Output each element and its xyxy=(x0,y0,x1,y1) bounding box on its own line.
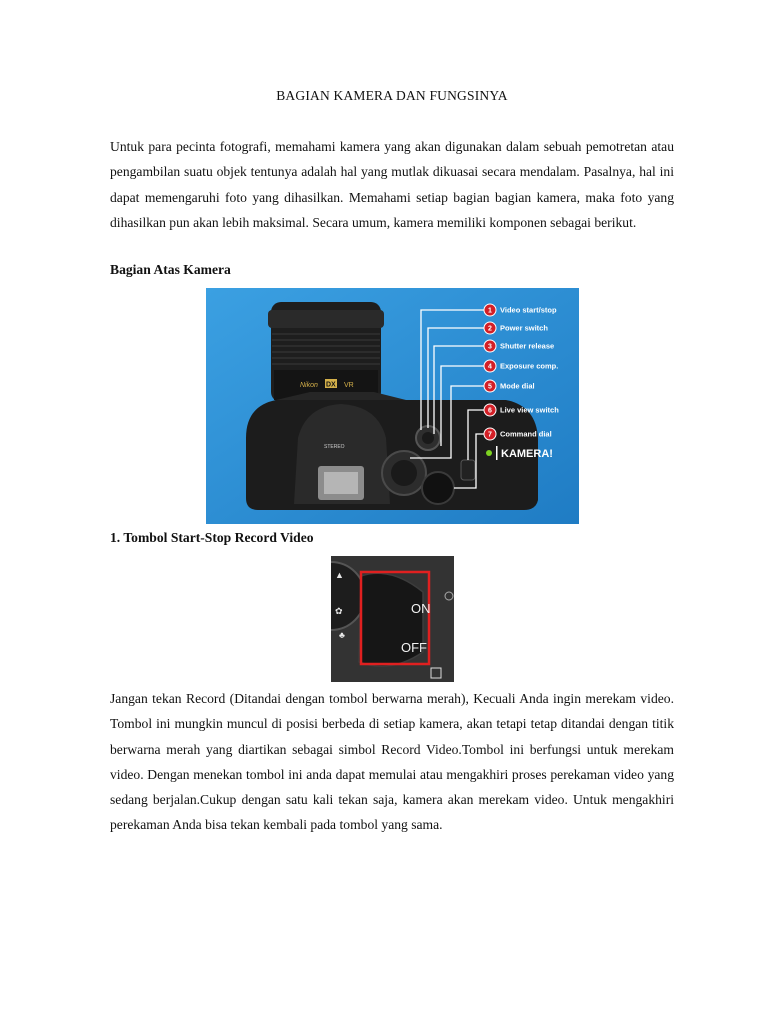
callout-2 xyxy=(484,322,548,334)
callout-label: Video start/stop xyxy=(500,305,557,315)
svg-text:7: 7 xyxy=(488,431,492,439)
svg-text:6: 6 xyxy=(488,407,492,415)
off-label: OFF xyxy=(401,640,427,655)
lens-dx-label: DX xyxy=(326,381,336,389)
svg-text:▲: ▲ xyxy=(335,570,344,580)
callout-label: Power switch xyxy=(500,323,548,333)
svg-text:✿: ✿ xyxy=(335,606,343,616)
svg-text:♣: ♣ xyxy=(339,630,345,640)
svg-text:KAMERA!: KAMERA! xyxy=(501,448,553,460)
intro-paragraph: Untuk para pecinta fotografi, memahami kamera yang akan digunakan dalam sebuah pemotretan atau pengambilan suatu objek tentunya adalah hal yang mutlak dikuasai secara mendalam. Pasalnya, hal ini dapat memengaruhi foto yang dihasilkan. Memahami setiap bagian bagian kamera, maka foto yang dihasilkan pun akan lebih maksimal. Secara umum, kamera memiliki komponen sebagai berikut. xyxy=(110,139,674,230)
page-title: BAGIAN KAMERA DAN FUNGSINYA xyxy=(276,88,508,103)
lens-vr-label: VR xyxy=(344,382,354,389)
svg-text:4: 4 xyxy=(488,363,492,371)
record-button-paragraph: Jangan tekan Record (Ditandai dengan tombol berwarna merah), Kecuali Anda ingin merekam video. Tombol ini mungkin muncul di posisi berbeda di setiap kamera, akan tetapi tetap ditandai dengan titik berwarna merah yang diartikan sebagai simbol Record Video.Tombol ini berfungsi untuk merekam video. Dengan menekan tombol ini anda dapat memulai atau mengakhiri proses perekaman video yang sedang berjalan.Cukup dengan satu kali tekan saja, kamera akan merekam video. Untuk mengakhiri perekaman Anda bisa tekan kembali pada tombol yang sama. xyxy=(110,691,674,833)
callout-label: Live view switch xyxy=(500,405,559,415)
callout-5 xyxy=(484,380,535,392)
command-dial xyxy=(422,472,454,504)
callout-1 xyxy=(484,304,557,316)
camera-top-figure xyxy=(206,288,579,524)
on-label: ON xyxy=(411,601,431,616)
live-view-switch xyxy=(461,460,475,480)
callout-7 xyxy=(484,428,552,440)
section-heading-record: 1. Tombol Start-Stop Record Video xyxy=(110,530,314,545)
callout-label: Mode dial xyxy=(500,381,535,391)
svg-text:3: 3 xyxy=(488,343,492,351)
callout-label: Exposure comp. xyxy=(500,361,559,371)
record-button-figure xyxy=(331,556,454,682)
watermark-logo xyxy=(486,446,553,460)
callout-label: Command dial xyxy=(500,429,552,439)
callout-3 xyxy=(484,340,554,352)
section-heading-top: Bagian Atas Kamera xyxy=(110,262,231,277)
lens-brand-label: Nikon xyxy=(300,382,318,389)
callout-label: Shutter release xyxy=(500,341,555,351)
svg-text:STEREO: STEREO xyxy=(324,444,345,450)
svg-text:2: 2 xyxy=(488,325,492,333)
svg-text:1: 1 xyxy=(488,307,492,315)
svg-text:5: 5 xyxy=(488,383,492,391)
